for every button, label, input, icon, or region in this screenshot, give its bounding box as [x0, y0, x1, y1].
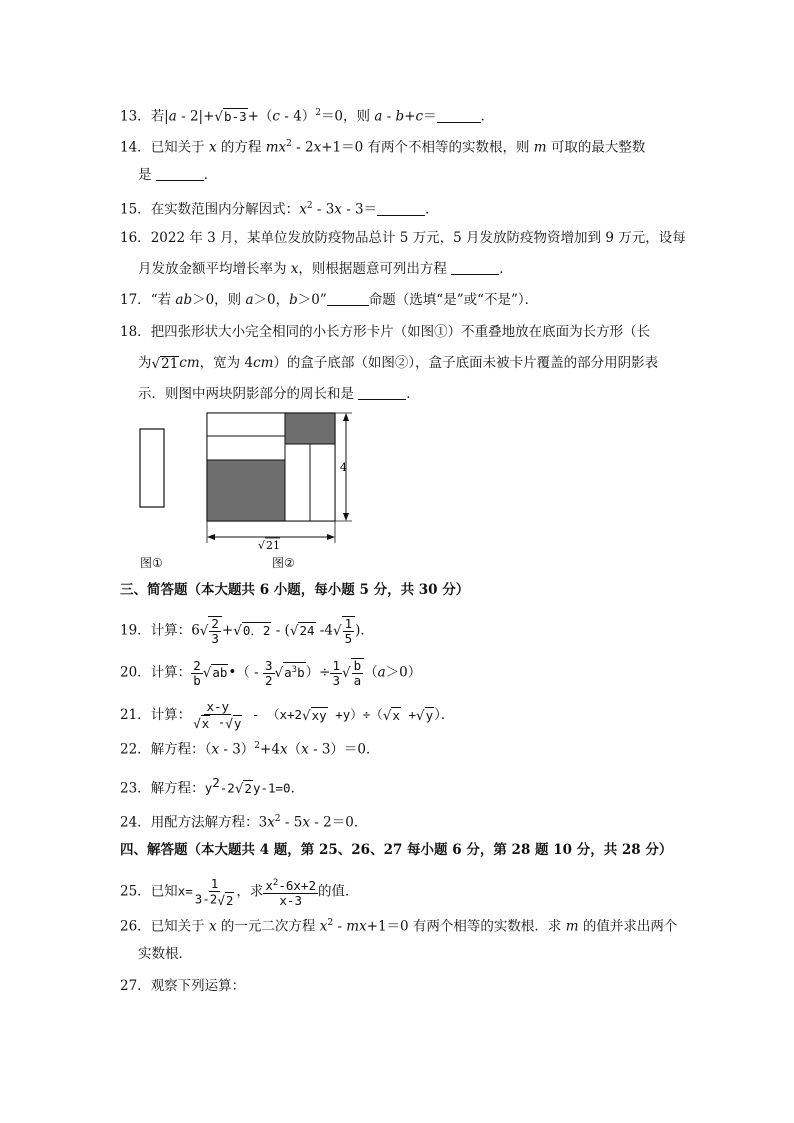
- question-18: 18．把四张形状大小完全相同的小长方形卡片（如图①）不重叠地放在底面为长方形（长: [120, 324, 651, 340]
- question-18-line3: 示．则图中两块阴影部分的周长和是 ．: [138, 386, 420, 402]
- answer-blank: [451, 260, 499, 275]
- question-22: 22．解方程：（x - 3）$^2$+4x（x - 3）＝0．: [120, 741, 380, 758]
- sqrt: √24: [289, 623, 315, 639]
- question-number: 26．: [120, 918, 151, 935]
- fraction: $\frac{1}{3-2√2}$: [194, 875, 234, 908]
- question-20: 20．计算： $\frac{2}{b}$ √ab•（ - $\frac{3}{2}$ $√a^3b)\div$ $\frac{1}{3}$ √ $\frac{b}{a}$ （a＞0）: [120, 657, 422, 688]
- question-number: 13．: [120, 108, 151, 125]
- sqrt: √2: [234, 781, 252, 797]
- sqrt: √x: [382, 707, 400, 724]
- question-13: 13．若|a - 2|+√b-3+（c - 4）$^2$＝0，则 a - b+c＝ ．: [120, 108, 495, 125]
- section-3-heading: 三、简答题（本大题共 6 小题，每小题 5 分，共 30 分）: [120, 582, 470, 598]
- card-top-2: [207, 436, 285, 460]
- question-26: 26．已知关于 x 的一元二次方程 $x^2 - mx+1=0$ 有两个相等的实数根．求 m 的值并求出两个: [120, 918, 678, 935]
- question-16: 16．2022 年 3 月，某单位发放防疫物品总计 5 万元，5 月发放防疫物资增加到 9 万元，设每: [120, 230, 686, 246]
- width-label: 21: [266, 539, 280, 552]
- sqrt: √0．2: [233, 623, 271, 639]
- question-14-line2: 是 ．: [138, 167, 218, 183]
- question-number: 20．: [120, 664, 151, 681]
- question-number: 16．: [120, 230, 151, 246]
- figure-diagram: [130, 405, 370, 565]
- answer-blank: [377, 201, 425, 216]
- question-number: 25．: [120, 883, 151, 900]
- figure-1-label: 图①: [140, 556, 163, 570]
- question-21: 21．计算： $\frac{x-y}{√x -√y}$ - （x+2√xy +y）÷（√x +√y）．: [120, 699, 455, 731]
- fraction: $\frac{x^2-6x+2}{x-3}$: [265, 878, 316, 909]
- fraction: $\frac{1}{3}$: [332, 657, 340, 688]
- fraction: $\frac{3}{2}$: [265, 657, 273, 688]
- question-number: 15．: [120, 201, 151, 218]
- sqrt: √ $\frac{1}{5}$: [333, 616, 355, 646]
- question-number: 17．: [120, 292, 151, 308]
- question-number: 14．: [120, 139, 151, 156]
- question-number: 18．: [120, 324, 151, 340]
- sqrt: √xy: [302, 707, 327, 724]
- answer-blank: [437, 108, 481, 123]
- card-vertical-1: [285, 444, 310, 521]
- question-16-line2: 月发放金额平均增长率为 x，则根据题意可列出方程 ．: [138, 261, 513, 277]
- question-number: 22．: [120, 741, 151, 758]
- question-18-line2: 为√21cm，宽为 4cm）的盒子底部（如图②），盒子底面未被卡片覆盖的部分用阴影表: [138, 355, 659, 372]
- question-15: 15．在实数范围内分解因式：$x^2 - 3x - 3=$ ．: [120, 201, 439, 218]
- answer-blank: [156, 166, 204, 181]
- question-number: 27．: [120, 978, 151, 994]
- sqrt: √b-3: [214, 109, 247, 125]
- sqrt: $√a^3b$: [275, 662, 306, 683]
- sqrt: √ab: [202, 665, 228, 681]
- sqrt: √ $\frac{2}{3}$: [200, 616, 222, 646]
- answer-blank: [358, 385, 406, 400]
- question-26-line2: 实数根．: [138, 946, 192, 962]
- fraction: $\frac{2}{b}$: [193, 657, 201, 688]
- card-top-1: [207, 413, 285, 436]
- section-4-heading: 四、解答题（本大题共 4 题，第 25、26、27 每小题 6 分，第 28 题 10 分，共 28 分）: [120, 842, 673, 858]
- question-27: 27．观察下列运算：: [120, 978, 246, 994]
- question-number: 21．: [120, 707, 151, 723]
- question-23: 23．解方程：$y^2-2√2y-1=0$．: [120, 775, 305, 797]
- height-label: 4: [340, 461, 347, 474]
- figure-2-label: 图②: [272, 556, 295, 570]
- shaded-region-left: [207, 460, 285, 521]
- sqrt: √y: [416, 707, 434, 724]
- shaded-region-right: [285, 413, 335, 444]
- sqrt: √ $\frac{b}{a}$: [342, 658, 364, 688]
- question-number: 23．: [120, 780, 151, 797]
- sqrt: √21: [151, 355, 179, 372]
- question-17: 17．“若 ab＞0，则 a＞0，b＞0” 命题（选填“是”或“不是”）．: [120, 292, 539, 308]
- card-figure-1: [140, 429, 164, 507]
- question-25: 25．已知x= $\frac{1}{3-2√2}$ ，求 $\frac{x^2-6x+2}{x-3}$ 的值．: [120, 875, 359, 909]
- width-sqrt-symbol: √: [258, 539, 266, 552]
- question-14: 14．已知关于 x 的方程 $mx^2 - 2x+1=0$ 有两个不相等的实数根，则 m 可取的最大整数: [120, 139, 646, 156]
- question-24: 24．用配方法解方程：$3x^2 - 5x - 2=0$．: [120, 814, 368, 831]
- fraction: $\frac{x-y}{√x -√y}$: [193, 699, 242, 731]
- card-vertical-2: [310, 444, 335, 521]
- question-number: 24．: [120, 814, 151, 831]
- question-19: 19．计算：6√ $\frac{2}{3}$ +√0．2 - (√24 -4√ $\frac{1}{5}$ )．: [120, 616, 374, 646]
- answer-blank: [327, 291, 369, 306]
- question-number: 19．: [120, 622, 151, 639]
